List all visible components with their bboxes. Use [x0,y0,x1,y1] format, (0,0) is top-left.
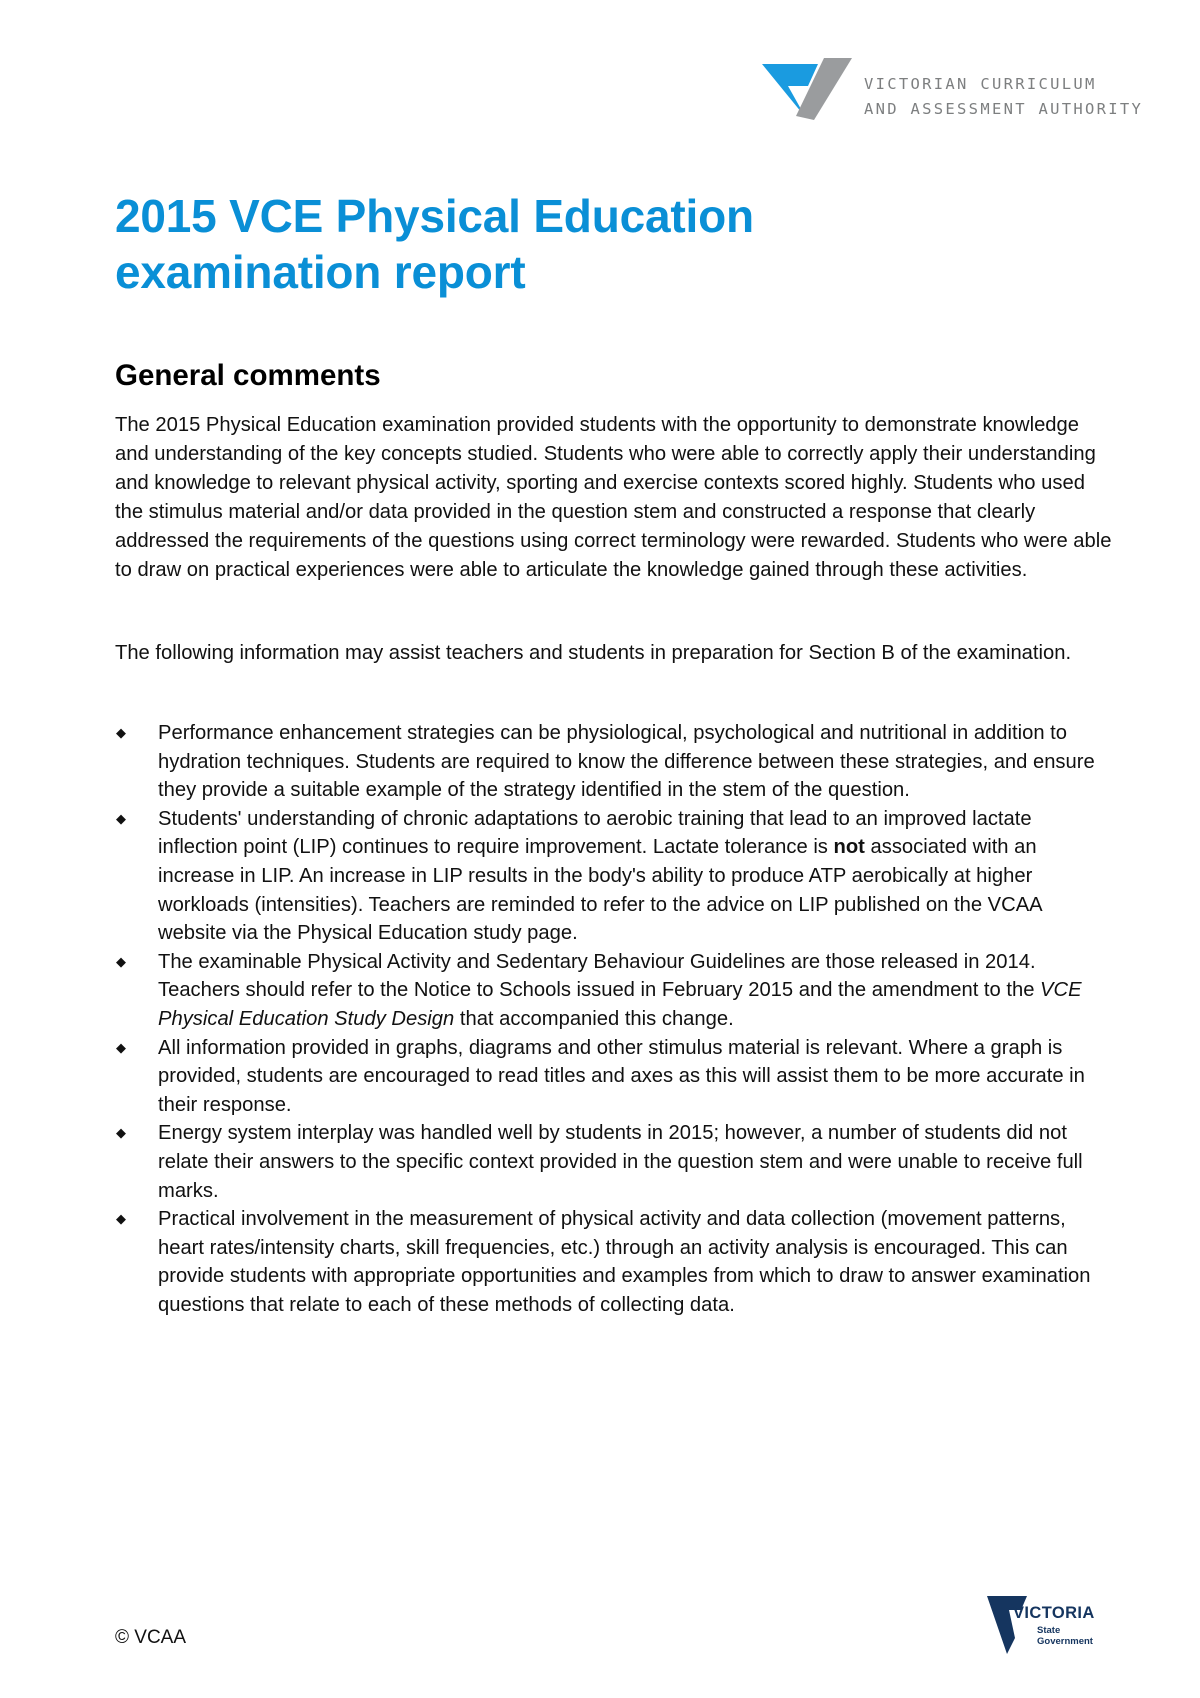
bullet-text: Practical involvement in the measurement of physical activity and data collection (movement patterns, heart rates/intensity charts, skill frequencies, etc.) through an activity analysis is encouraged. This can provide students with appropriate opportunities and examples from which to draw to answer examination questions that relate to each of these methods of collecting data. [158,1208,1091,1316]
victoria-subtitle-line-2: Government [1037,1636,1093,1647]
victoria-wordmark: VICTORIA [1013,1604,1095,1622]
bullet-item [115,805,1115,948]
bullet-text-end: that accompanied this change. [454,1007,734,1030]
bullet-item [115,719,1115,805]
page-title-line-2: examination report [115,246,526,298]
bullet-diamond-icon: ◆ [116,725,126,740]
bullet-diamond-icon: ◆ [116,1125,126,1141]
bullet-item [115,1205,1115,1319]
bullet-diamond-icon: ◆ [116,1211,126,1227]
bullet-diamond-icon: ◆ [116,810,126,826]
vcaa-logo-line-2: AND ASSESSMENT AUTHORITY [864,100,1144,118]
vcaa-logo-icon [762,58,858,122]
bullet-text-start: The examinable Physical Activity and Sedentary Behaviour Guidelines are those released in 2014. Teachers should refer to the Notice to Schools issued in February 2015 and the amendment to the [158,950,1041,1002]
vcaa-logo [762,58,1144,122]
preparation-paragraph: The following information may assist teachers and students in preparation for Section B of the examination. [115,642,1072,664]
vcaa-logo-line-1: VICTORIAN CURRICULUM [864,75,1097,93]
page-title-line-1: 2015 VCE Physical Education [115,190,754,242]
victoria-subtitle [1037,1625,1093,1647]
bullet-item [115,1034,1115,1120]
bullet-diamond-icon: ◆ [116,953,126,969]
bullet-item [115,1119,1115,1205]
section-heading: General comments [115,359,381,392]
footer-copyright: © VCAA [115,1627,187,1648]
bullet-text: All information provided in graphs, diagrams and other stimulus material is relevant. Where a graph is provided, students are encouraged to read titles and axes as this will assist them to be more accurate in their response. [158,1036,1085,1116]
bullet-text: Performance enhancement strategies can be physiological, psychological and nutritional in addition to hydration techniques. Students are required to know the difference between these strategies, and ensure they provide a suitable example of the strategy identified in the stem of the question. [158,722,1095,802]
victoria-logo [985,1588,1095,1656]
advice-bullet-list [115,719,1115,1319]
page-title [115,188,754,300]
bullet-text-start: Students' understanding of chronic adaptations to aerobic training that lead to an improved lactate inflection point (LIP) continues to require improvement. Lactate tolerance is [158,807,1032,859]
bullet-text-end: associated with an increase in LIP. An increase in LIP results in the body's ability to produce ATP aerobically at higher workloads (intensities). Teachers are reminded to refer to the advice on LIP published on the VCAA website via the Physical Education study page. [158,836,1042,945]
bullet-item [115,948,1115,1034]
intro-paragraph: The 2015 Physical Education examination provided students with the opportunity to demonstrate knowledge and understanding of the key concepts studied. Students who were able to correctly apply their understanding and knowledge to relevant physical activity, sporting and exercise contexts scored highly. Students who used the stimulus material and/or data provided in the question stem and constructed a response that clearly addressed the requirements of the questions using correct terminology were rewarded. Students who were able to draw on practical experiences were able to articulate the knowledge gained through these activities. [115,414,1112,581]
victoria-subtitle-line-1: State [1037,1625,1061,1636]
bullet-emphasis-bold: not [833,836,865,859]
bullet-text: Energy system interplay was handled well by students in 2015; however, a number of students did not relate their answers to the specific context provided in the question stem and were unable to receive full marks. [158,1122,1083,1202]
bullet-diamond-icon: ◆ [116,1039,126,1055]
study-design-title: VCE Physical Education Study Design [158,979,1082,1030]
